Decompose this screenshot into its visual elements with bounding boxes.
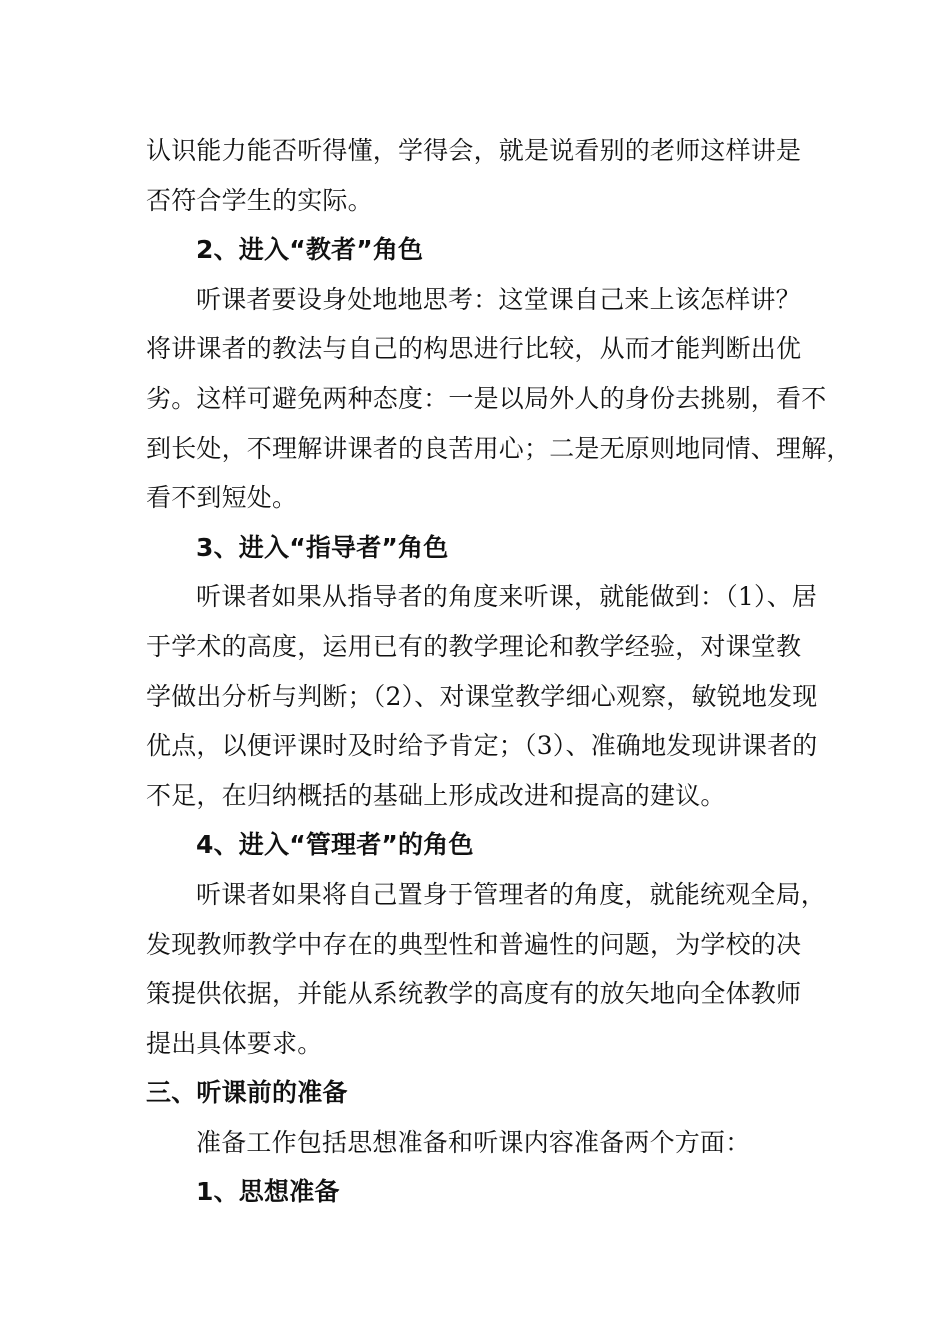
subheading: 1、思想准备 bbox=[196, 1177, 340, 1207]
text-line: 否符合学生的实际。 bbox=[146, 185, 373, 215]
paragraph-first-line: 准备工作包括思想准备和听课内容准备两个方面： bbox=[196, 1127, 751, 1157]
subheading: 4、进入“管理者”的角色 bbox=[196, 830, 474, 860]
text-line: 策提供依据，并能从系统教学的高度有的放矢地向全体教师 bbox=[146, 979, 802, 1009]
text-line: 于学术的高度，运用已有的教学理论和教学经验，对课堂教 bbox=[146, 631, 802, 661]
text-line: 看不到短处。 bbox=[146, 483, 298, 513]
section-heading: 三、听课前的准备 bbox=[146, 1078, 348, 1108]
document-page bbox=[146, 126, 852, 1217]
text-line: 提出具体要求。 bbox=[146, 1028, 323, 1058]
paragraph-first-line: 听课者如果从指导者的角度来听课，就能做到：（1）、居 bbox=[196, 582, 818, 612]
text-line: 优点，以便评课时及时给予肯定；（3）、准确地发现讲课者的 bbox=[146, 731, 818, 761]
text-line: 劣。这样可避免两种态度：一是以局外人的身份去挑剔，看不 bbox=[146, 383, 827, 413]
text-line: 不足，在归纳概括的基础上形成改进和提高的建议。 bbox=[146, 780, 726, 810]
paragraph-first-line: 听课者如果将自己置身于管理者的角度，就能统观全局， bbox=[196, 879, 827, 909]
text-line: 认识能力能否听得懂，学得会，就是说看别的老师这样讲是 bbox=[146, 136, 802, 165]
paragraph-first-line: 听课者要设身处地地思考：这堂课自己来上该怎样讲？ bbox=[196, 284, 801, 314]
text-line: 学做出分析与判断；（2）、对课堂教学细心观察，敏锐地发现 bbox=[146, 681, 818, 711]
subheading: 2、进入“教者”角色 bbox=[196, 235, 424, 265]
text-line: 将讲课者的教法与自己的构思进行比较，从而才能判断出优 bbox=[146, 334, 802, 364]
text-line: 发现教师教学中存在的典型性和普遍性的问题，为学校的决 bbox=[146, 929, 802, 959]
text-line: 到长处，不理解讲课者的良苦用心；二是无原则地同情、理解， bbox=[146, 433, 852, 463]
subheading: 3、进入“指导者”角色 bbox=[196, 532, 449, 562]
